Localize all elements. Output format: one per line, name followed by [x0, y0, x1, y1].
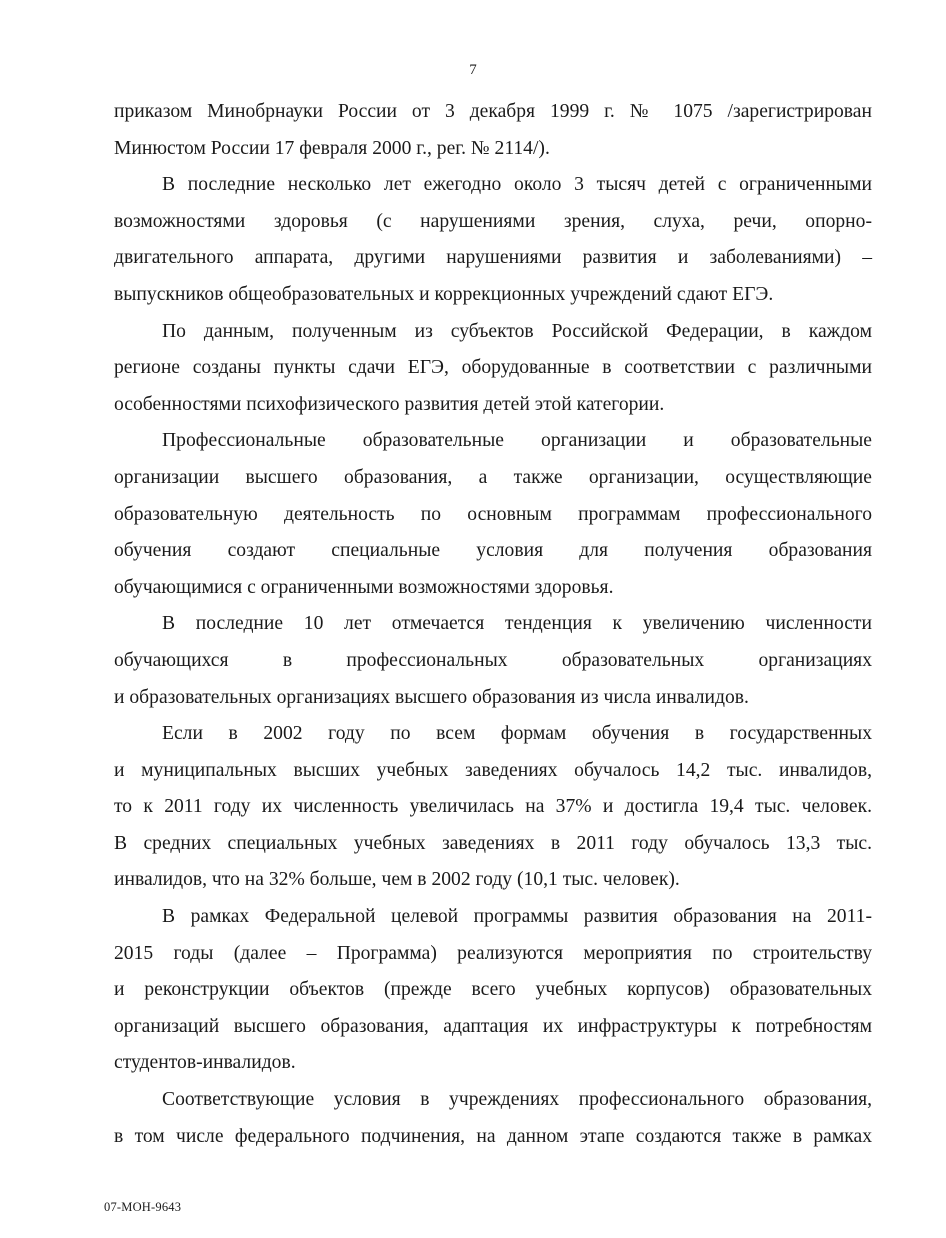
paragraph-p2: [114, 167, 872, 313]
text-line: организации высшего образования, а также организации, осуществляющие: [114, 466, 872, 488]
paragraph-p8: [114, 1082, 872, 1155]
text-line: В средних специальных учебных заведениях в 2011 году обучалось 13,3 тыс.: [114, 832, 872, 854]
paragraph-p1: [114, 94, 872, 167]
paragraph-p5: [114, 606, 872, 716]
text-line: выпускников общеобразовательных и коррекционных учреждений сдают ЕГЭ.: [114, 283, 774, 305]
document-body: [114, 94, 872, 1155]
text-line: По данным, полученным из субъектов Российской Федерации, в каждом: [162, 320, 872, 342]
text-line: В последние 10 лет отмечается тенденция к увеличению численности: [162, 613, 872, 635]
text-line: инвалидов, что на 32% больше, чем в 2002 году (10,1 тыс. человек).: [114, 869, 680, 891]
document-footer-code: 07-МОН-9643: [104, 1200, 182, 1214]
text-line: В последние несколько лет ежегодно около 3 тысяч детей с ограниченными: [162, 174, 872, 196]
text-line: обучения создают специальные условия для получения образования: [114, 540, 872, 562]
text-line: Соответствующие условия в учреждениях профессионального образования,: [162, 1089, 872, 1111]
text-line: Если в 2002 году по всем формам обучения в государственных: [162, 723, 872, 745]
text-line: в том числе федерального подчинения, на данном этапе создаются также в рамках: [114, 1125, 872, 1147]
text-line: двигательного аппарата, другими нарушениями развития и заболеваниями) –: [114, 247, 872, 269]
text-line: и образовательных организациях высшего образования из числа инвалидов.: [114, 686, 749, 708]
text-line: Профессиональные образовательные организации и образовательные: [162, 430, 872, 452]
text-line: и муниципальных высших учебных заведениях обучалось 14,2 тыс. инвалидов,: [114, 759, 872, 781]
text-line: возможностями здоровья (с нарушениями зрения, слуха, речи, опорно-: [114, 210, 872, 232]
text-line: студентов-инвалидов.: [114, 1052, 296, 1074]
paragraph-p4: [114, 423, 872, 606]
paragraph-p3: [114, 314, 872, 424]
paragraph-p7: [114, 899, 872, 1082]
text-line: обучающихся в профессиональных образовательных организациях: [114, 649, 872, 671]
text-line: особенностями психофизического развития детей этой категории.: [114, 393, 665, 415]
text-line: регионе созданы пункты сдачи ЕГЭ, оборудованные в соответствии с различными: [114, 357, 872, 379]
text-line: образовательную деятельность по основным программам профессионального: [114, 503, 872, 525]
text-line: Минюстом России 17 февраля 2000 г., рег. № 2114/).: [114, 137, 550, 159]
page-number: 7: [469, 62, 477, 78]
text-line: приказом Минобрнауки России от 3 декабря 1999 г. № 1075 /зарегистрирован: [114, 101, 872, 122]
paragraph-p6: [114, 716, 872, 899]
text-line: то к 2011 году их численность увеличилась на 37% и достигла 19,4 тыс. человек.: [114, 796, 872, 818]
text-line: организаций высшего образования, адаптация их инфраструктуры к потребностям: [114, 1015, 872, 1037]
text-line: В рамках Федеральной целевой программы развития образования на 2011-: [162, 906, 872, 928]
text-line: обучающимися с ограниченными возможностями здоровья.: [114, 576, 614, 598]
text-line: и реконструкции объектов (прежде всего учебных корпусов) образовательных: [114, 979, 872, 1001]
text-line: 2015 годы (далее – Программа) реализуются мероприятия по строительству: [114, 942, 872, 964]
